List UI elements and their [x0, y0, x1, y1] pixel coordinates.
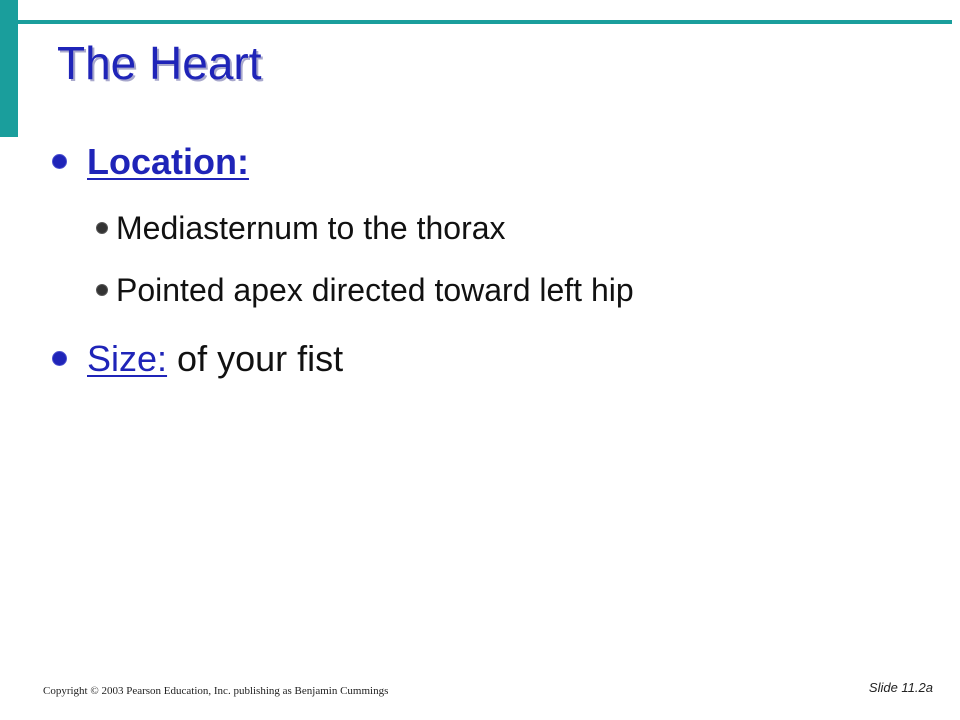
- accent-bar-horizontal: [18, 20, 952, 24]
- bullet-dot-icon: [52, 154, 67, 169]
- location-link[interactable]: Location:: [87, 141, 249, 182]
- bullet-size: [52, 338, 344, 379]
- slide-number: Slide 11.2a: [868, 680, 933, 695]
- sub-bullet-dot-icon: [96, 222, 108, 234]
- bullet-location: [52, 141, 249, 182]
- sub-bullet-dot-icon: [96, 284, 108, 296]
- subitem-text: Pointed apex directed toward left hip: [116, 272, 634, 308]
- slide-title: The Heart: [57, 37, 262, 89]
- subitem-text: Mediasternum to the thorax: [116, 210, 506, 246]
- accent-bar-vertical: [0, 0, 18, 137]
- copyright-text: Copyright © 2003 Pearson Education, Inc. publishing as Benjamin Cummings: [43, 685, 389, 697]
- size-suffix: of your fist: [167, 338, 344, 379]
- bullet-dot-icon: [52, 351, 67, 366]
- subitem-mediasternum: [96, 212, 506, 244]
- subitem-apex: [96, 274, 634, 306]
- size-link[interactable]: Size:: [87, 338, 168, 379]
